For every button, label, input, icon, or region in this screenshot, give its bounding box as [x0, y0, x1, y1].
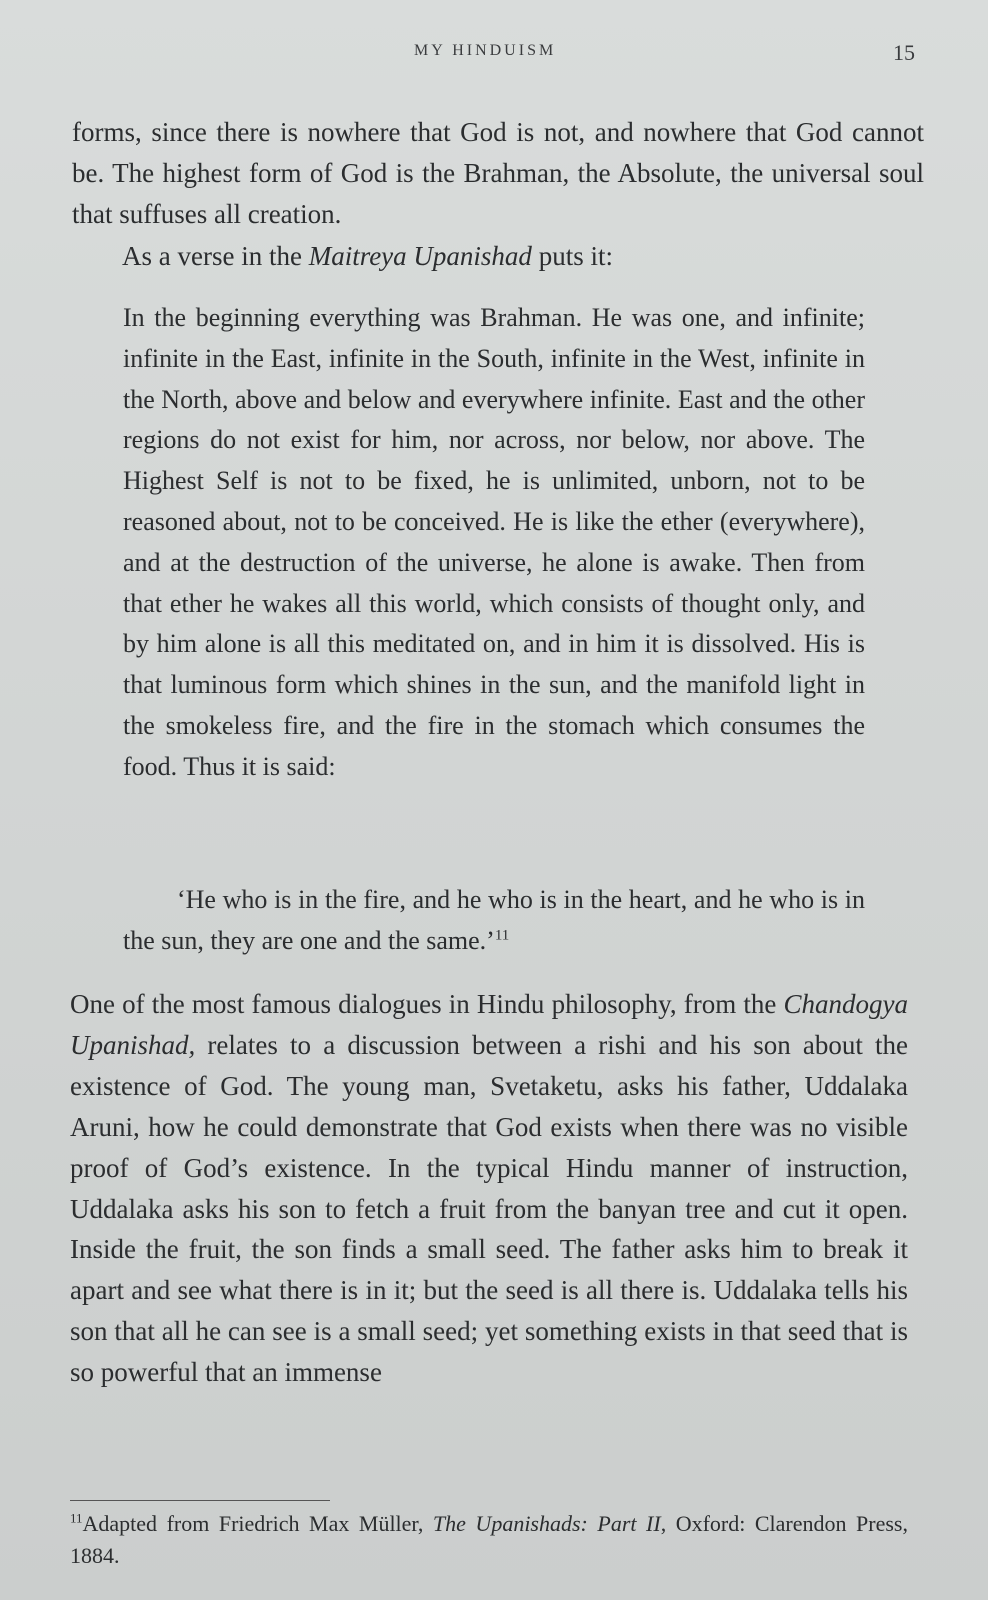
- footnote-text-after: , Oxford: Clarendon Press, 1884.: [70, 1511, 908, 1568]
- inner-quote-text: ‘He who is in the fire, and he who is in the heart, and he who is in the sun, they are one and the same.’: [123, 885, 865, 955]
- page-number: 15: [893, 40, 915, 65]
- footnote: [70, 1508, 908, 1572]
- running-title: MY HINDUISM: [414, 42, 557, 59]
- block-quote: In the beginning everything was Brahman. He was one, and infinite; infinite in the East, infinite in the South, infinite in the West, infinite in the North, above and below and everywhere infinite. East and the other regions do not exist for him, nor across, nor below, nor above. The Highest Self is not to be fixed, he is unlimited, unborn, not to be reasoned about, not to be conceived. He is like the ether (everywhere), and at the destruction of the universe, he alone is awake. Then from that ether he wakes all this world, which consists of thought only, and by him alone is all this meditated on, and in him it is dissolved. His is that luminous form which shines in the sun, and the manifold light in the smokeless fire, and the fire in the stomach which consumes the food. Thus it is said:: [123, 303, 865, 781]
- body-paragraph-dialogue: [70, 984, 908, 1393]
- work-title-maitreya: Maitreya Upanishad: [308, 241, 532, 271]
- body-paragraph-continued: forms, since there is nowhere that God is not, and nowhere that God cannot be. The highest form of God is the Brahman, the Absolute, the universal soul that suffuses all creation.: [72, 117, 924, 229]
- block-quote-inner: [123, 880, 865, 962]
- work-title-chandogya: Chandogya Upanishad,: [70, 989, 908, 1060]
- dialogue-text-after: relates to a discussion between a rishi and his son about the existence of God. The young man, Svetaketu, asks his father, Uddalaka Aruni, how he could demonstrate that God exists when there was no visible proof of God’s existence. In the typical Hindu manner of instruction, Uddalaka asks his son to fetch a fruit from the banyan tree and cut it open. Inside the fruit, the son finds a small seed. The father asks him to break it apart and see what there is in it; but the seed is all there is. Uddalaka tells his son that all he can see is a small seed; yet something exists in that seed that is so powerful that an immense: [70, 1029, 908, 1388]
- intro-text-after: puts it:: [531, 241, 613, 271]
- footnote-text-before: Adapted from Friedrich Max Müller,: [82, 1511, 433, 1536]
- footnote-work-title: The Upanishads: Part II: [432, 1511, 661, 1536]
- footnote-number: 11: [70, 1510, 83, 1526]
- body-paragraph-intro-quote: [72, 236, 924, 277]
- dialogue-text-before: One of the most famous dialogues in Hindu philosophy, from the: [70, 989, 784, 1019]
- intro-text-before: As a verse in the: [122, 241, 309, 271]
- footnote-divider: [70, 1500, 330, 1501]
- running-head: [0, 40, 988, 70]
- footnote-reference: 11: [494, 927, 510, 944]
